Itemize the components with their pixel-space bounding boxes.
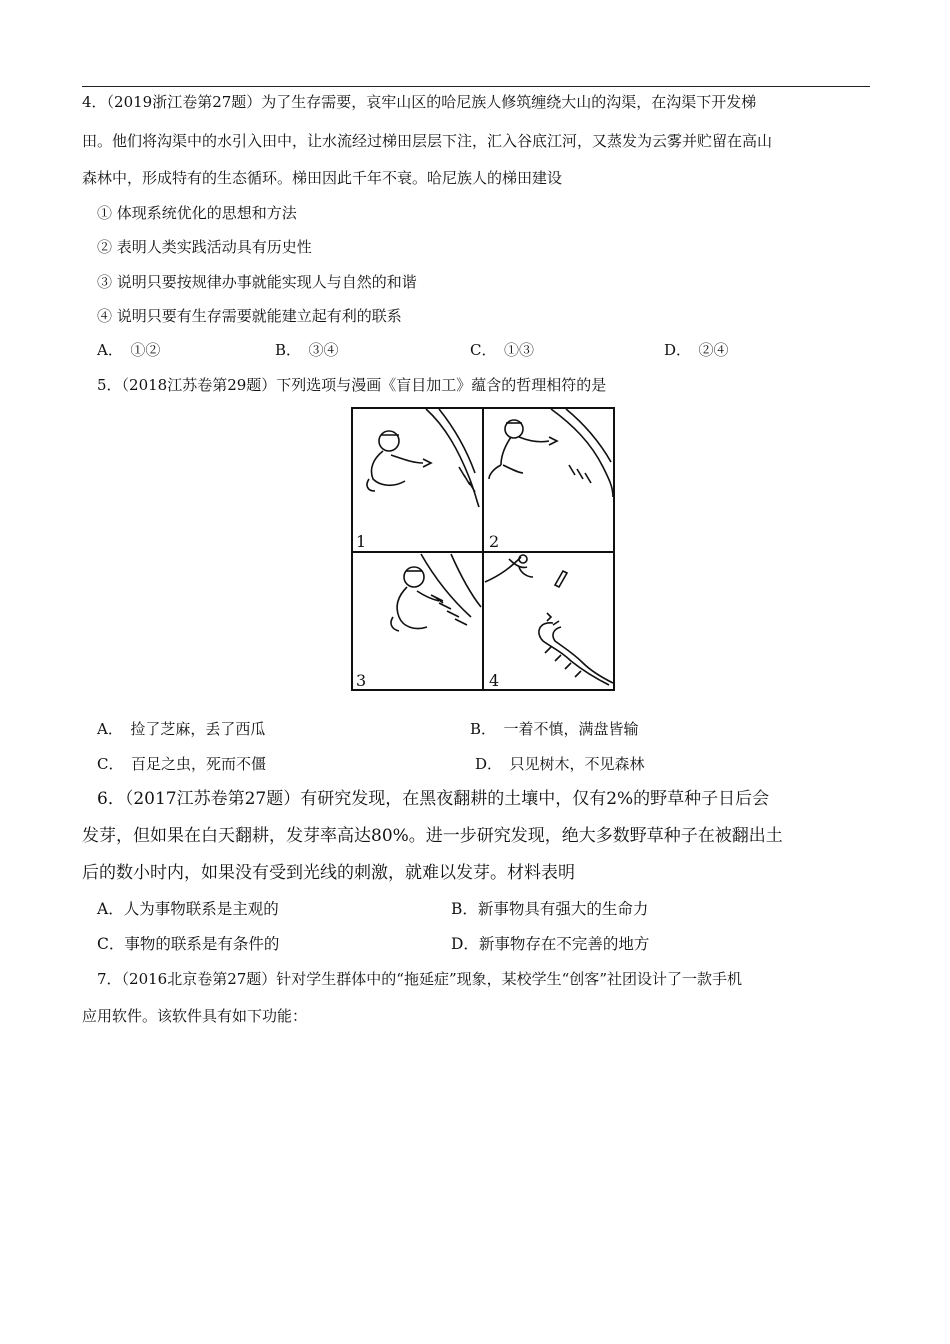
- q4-option-d: D． ②④: [664, 341, 729, 359]
- q6-option-b: B．新事物具有强大的生命力: [451, 900, 649, 918]
- q4-statement-3: ③ 说明只要按规律办事就能实现人与自然的和谐: [97, 273, 417, 291]
- q6-option-c: C．事物的联系是有条件的: [97, 935, 280, 953]
- panel-number-2: 2: [489, 532, 500, 551]
- comic-blind-processing: [351, 407, 615, 691]
- panel-number-3: 3: [356, 671, 367, 690]
- header-rule: [82, 86, 870, 87]
- panel-number-4: 4: [489, 671, 500, 690]
- q5-option-a: A． 捡了芝麻，丢了西瓜: [97, 720, 266, 738]
- q4-option-c: C． ①③: [470, 341, 534, 359]
- q5-option-b: B． 一着不慎，满盘皆输: [470, 720, 639, 738]
- q7-stem-line-1: 7．（2016北京卷第27题）针对学生群体中的“拖延症”现象，某校学生“创客”社团设计了一款手机: [97, 970, 742, 988]
- q4-statement-1: ① 体现系统优化的思想和方法: [97, 204, 297, 222]
- q4-stem-line-2: 田。他们将沟渠中的水引入田中，让水流经过梯田层层下注，汇入谷底江河，又蒸发为云雾并贮留在高山: [82, 132, 773, 150]
- q4-stem-line-1: 4．（2019浙江卷第27题）为了生存需要，哀牢山区的哈尼族人修筑缠绕大山的沟渠，在沟渠下开发梯: [82, 93, 757, 111]
- q4-statement-2: ② 表明人类实践活动具有历史性: [97, 238, 312, 256]
- q6-stem-line-2: 发芽，但如果在白天翻耕，发芽率高达80%。进一步研究发现，绝大多数野草种子在被翻出土: [82, 826, 783, 846]
- q6-stem-line-1: 6．（2017江苏卷第27题）有研究发现，在黑夜翻耕的土壤中，仅有2%的野草种子日后会: [97, 789, 770, 809]
- q6-stem-line-3: 后的数小时内，如果没有受到光线的刺激，就难以发芽。材料表明: [82, 863, 575, 883]
- q4-option-b: B． ③④: [275, 341, 339, 359]
- q4-stem-line-3: 森林中，形成特有的生态循环。梯田因此千年不衰。哈尼族人的梯田建设: [82, 169, 563, 187]
- q7-stem-line-2: 应用软件。该软件具有如下功能：: [82, 1007, 308, 1025]
- panel-number-1: 1: [356, 532, 367, 551]
- q6-option-d: D．新事物存在不完善的地方: [451, 935, 650, 953]
- q4-statement-4: ④ 说明只要有生存需要就能建立起有利的联系: [97, 307, 402, 325]
- q5-stem: 5．（2018江苏卷第29题）下列选项与漫画《盲目加工》蕴含的哲理相符的是: [97, 376, 607, 394]
- q5-option-c: C． 百足之虫，死而不僵: [97, 755, 266, 773]
- q5-option-d: D． 只见树木，不见森林: [475, 755, 645, 773]
- q4-option-a: A． ①②: [97, 341, 161, 359]
- q6-option-a: A．人为事物联系是主观的: [97, 900, 279, 918]
